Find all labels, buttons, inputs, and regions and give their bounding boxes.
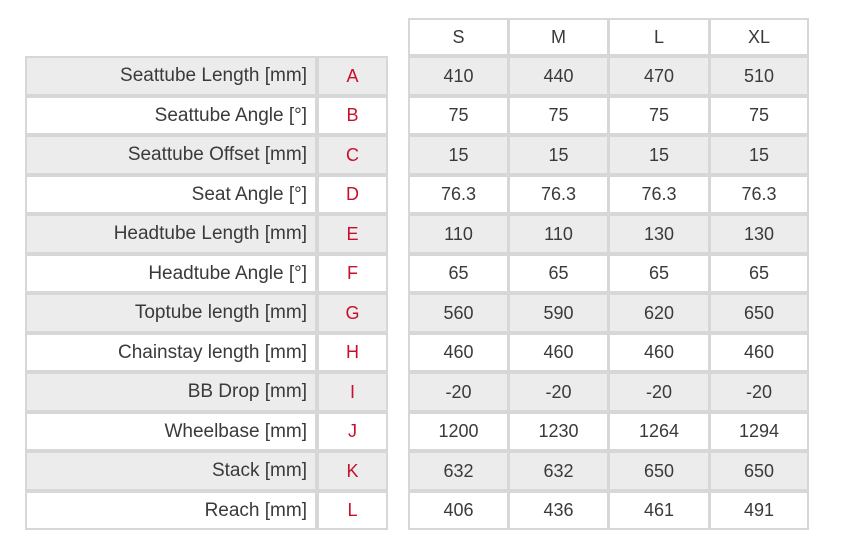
row-code: D [317,175,388,214]
value-cell: 15 [408,135,509,175]
row-label: Chainstay length [mm] [25,333,317,372]
row-label: Toptube length [mm] [25,293,317,333]
value-cell: 1264 [608,412,710,451]
row-label: Wheelbase [mm] [25,412,317,451]
value-cell: 460 [408,333,509,372]
value-cell: -20 [408,372,509,412]
value-cell: 65 [508,254,609,293]
value-cell: 76.3 [508,175,609,214]
value-cell: 632 [508,451,609,491]
value-cell: 76.3 [709,175,809,214]
row-label: Headtube Angle [°] [25,254,317,293]
value-cell: 110 [408,214,509,254]
row-code: C [317,135,388,175]
value-cell: 130 [709,214,809,254]
row-code: A [317,56,388,96]
value-cell: 75 [709,96,809,135]
value-cell: 65 [709,254,809,293]
value-cell: 440 [508,56,609,96]
row-code: F [317,254,388,293]
value-cell: 15 [709,135,809,175]
value-cell: 470 [608,56,710,96]
value-cell: 76.3 [408,175,509,214]
value-cell: 620 [608,293,710,333]
value-cell: 1294 [709,412,809,451]
value-cell: 510 [709,56,809,96]
value-cell: 632 [408,451,509,491]
value-cell: 491 [709,491,809,530]
value-cell: 460 [608,333,710,372]
row-code: I [317,372,388,412]
value-cell: 65 [408,254,509,293]
value-cell: 75 [408,96,509,135]
value-cell: 15 [508,135,609,175]
value-cell: 15 [608,135,710,175]
value-cell: 650 [709,293,809,333]
value-cell: 1200 [408,412,509,451]
value-cell: 75 [508,96,609,135]
row-code: B [317,96,388,135]
value-cell: 1230 [508,412,609,451]
row-label: BB Drop [mm] [25,372,317,412]
row-label: Stack [mm] [25,451,317,491]
row-label: Headtube Length [mm] [25,214,317,254]
value-cell: -20 [709,372,809,412]
value-cell: 406 [408,491,509,530]
value-cell: -20 [608,372,710,412]
value-cell: -20 [508,372,609,412]
value-cell: 130 [608,214,710,254]
row-code: L [317,491,388,530]
size-header-m: M [508,18,609,56]
row-code: H [317,333,388,372]
row-code: E [317,214,388,254]
value-cell: 460 [709,333,809,372]
row-label: Reach [mm] [25,491,317,530]
row-code: J [317,412,388,451]
value-cell: 560 [408,293,509,333]
row-label: Seattube Angle [°] [25,96,317,135]
row-label: Seat Angle [°] [25,175,317,214]
row-label: Seattube Length [mm] [25,56,317,96]
value-cell: 650 [709,451,809,491]
value-cell: 110 [508,214,609,254]
size-header-xl: XL [709,18,809,56]
value-cell: 65 [608,254,710,293]
value-cell: 436 [508,491,609,530]
value-cell: 461 [608,491,710,530]
value-cell: 590 [508,293,609,333]
row-code: K [317,451,388,491]
value-cell: 460 [508,333,609,372]
size-header-l: L [608,18,710,56]
size-header-s: S [408,18,509,56]
row-label: Seattube Offset [mm] [25,135,317,175]
value-cell: 75 [608,96,710,135]
value-cell: 410 [408,56,509,96]
value-cell: 76.3 [608,175,710,214]
value-cell: 650 [608,451,710,491]
row-code: G [317,293,388,333]
